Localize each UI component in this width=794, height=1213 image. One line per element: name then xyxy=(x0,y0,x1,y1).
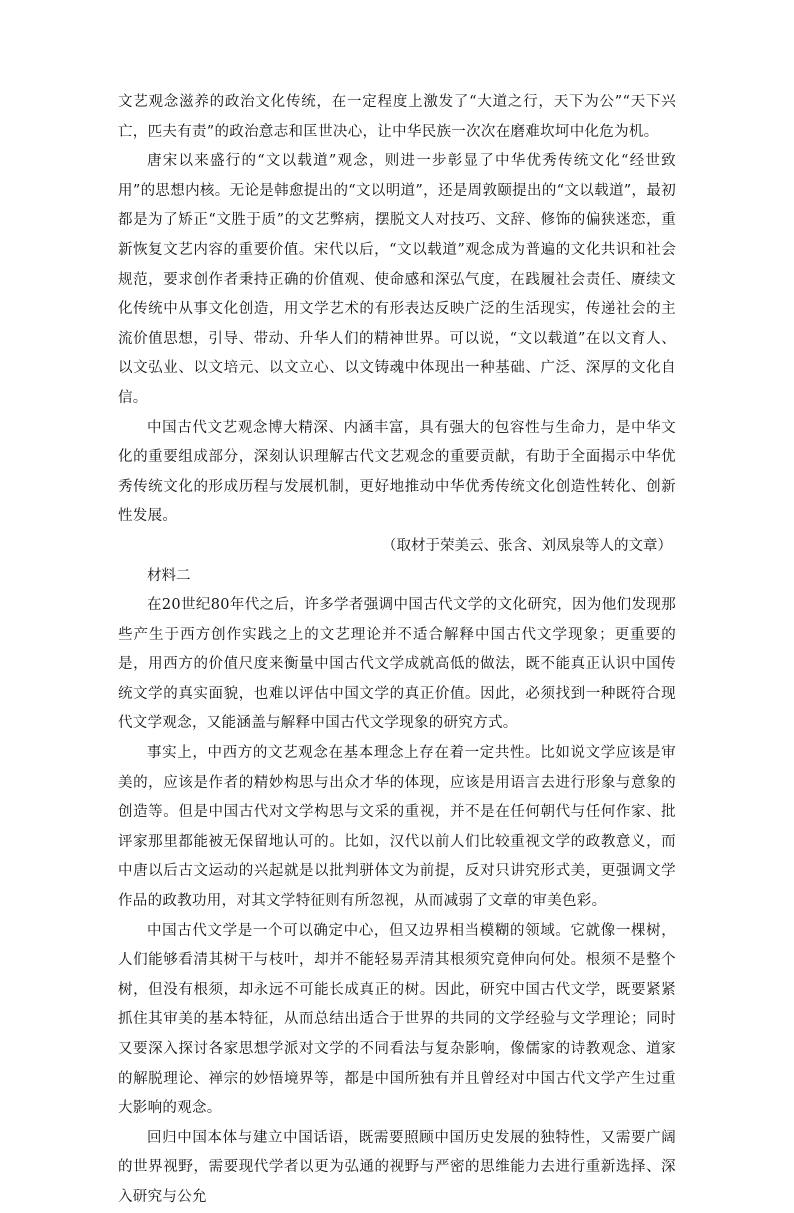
source-citation: （取材于荣美云、张含、刘凤泉等人的文章） xyxy=(382,537,672,554)
paragraph-conclusion: 中国古代文艺观念博大精深、内涵丰富，具有强大的包容性与生命力，是中华文化的重要组成部分，深刻认识理解古代文艺观念的重要贡献，有助于全面揭示中华优秀传统文化的形成历程与发展机制，更好地推动中华优秀传统文化创造性转化、创新性发展。 xyxy=(118,419,676,525)
material-two-heading: 材料二 xyxy=(147,567,191,584)
paragraph-wenyizaidao: 唐宋以来盛行的“文以载道”观念，则进一步彰显了中华优秀传统文化“经世致用”的思想内核。无论是韩愈提出的“文以明道”，还是周敦颐提出的“文以载道”，最初都是为了矫正“文胜于质”的文艺弊病，摆脱文人对技巧、文辞、修饰的偏狭迷恋，重新恢复文艺内容的重要价值。宋代以后，“文以载道”观念成为普遍的文化共识和社会规范，要求创作者秉持正确的价值观、使命感和深弘气度，在践履社会责任、赓续文化传统中从事文化创造，用文学艺术的有形表达反映广泛的生活现实，传递社会的主流价值思想，引导、带动、升华人们的精神世界。可以说，“文以载道”在以文育人、以文弘业、以文培元、以文立心、以文铸魂中体现出一种基础、广泛、深厚的文化自信。 xyxy=(118,153,676,406)
paragraph-material-two-2: 事实上，中西方的文艺观念在基本理念上存在着一定共性。比如说文学应该是审美的，应该是作者的精妙构思与出众才华的体现，应该是用语言去进行形象与意象的创造等。但是中国古代对文学构思与文采的重视，并不是在任何朝代与任何作家、批评家那里都能被无保留地认可的。比如，汉代以前人们比较重视文学的政教意义，而中唐以后古文运动的兴起就是以批判骈体文为前提，反对只讲究形式美，更强调文学作品的政教功用，对其文学特征则有所忽视，从而减弱了文章的审美色彩。 xyxy=(118,745,676,910)
paragraph-material-two-4: 回归中国本体与建立中国话语，既需要照顾中国历史发展的独特性，又需要广阔的世界视野，需要现代学者以更为弘通的视野与严密的思维能力去进行重新选择、深入研究与公允 xyxy=(118,1129,676,1205)
paragraph-material-two-3: 中国古代文学是一个可以确定中心，但又边界相当模糊的领域。它就像一棵树，人们能够看清其树干与枝叶，却并不能轻易弄清其根须究竟伸向何处。根须不是整个树，但没有根须，却永远不可能长成真正的树。因此，研究中国古代文学，既要紧紧抓住其审美的基本特征，从而总结出适合于世界的共同的文学经验与文学理论；同时又要深入探讨各家思想学派对文学的不同看法与复杂影响，像儒家的诗教观念、道家的解脱理论、禅宗的妙悟境界等，都是中国所独有并且曾经对中国古代文学产生过重大影响的观念。 xyxy=(118,922,676,1117)
paragraph-continuation: 文艺观念滋养的政治文化传统，在一定程度上激发了“大道之行，天下为公”“天下兴亡，匹夫有责”的政治意志和匡世决心，让中华民族一次次在磨难坎坷中化危为机。 xyxy=(118,94,676,140)
paragraph-material-two-1: 在20世纪80年代之后，许多学者强调中国古代文学的文化研究，因为他们发现那些产生于西方创作实践之上的文艺理论并不适合解释中国古代文学现象；更重要的是，用西方的价值尺度来衡量中国古代文学成就高低的做法，既不能真正认识中国传统文学的真实面貌，也难以评估中国文学的真正价值。因此，必须找到一种既符合现代文学观念，又能涵盖与解释中国古代文学现象的研究方式。 xyxy=(118,597,676,732)
